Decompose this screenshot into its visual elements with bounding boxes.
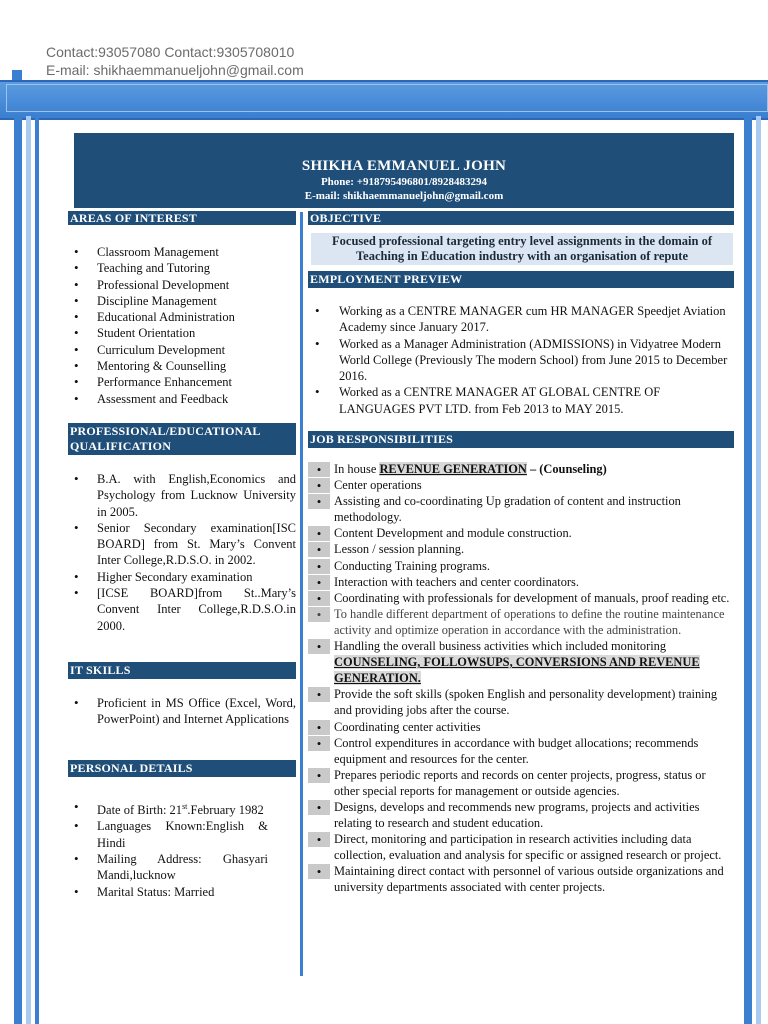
revenue-highlight: REVENUE GENERATION: [379, 462, 527, 476]
qualification-item: • B.A. with English,Economics and Psychology from Lucknow University in 2005.: [70, 471, 296, 520]
job-item: • Coordinating with professionals for development of manuals, proof reading etc.: [308, 590, 734, 606]
marital-item: • Marital Status: Married: [70, 884, 268, 900]
area-item: • Classroom Management: [70, 244, 298, 260]
dob-prefix: Date of Birth: 21: [97, 803, 183, 818]
area-item: • Performance Enhancement: [70, 374, 298, 390]
job-first-prefix: In house: [334, 462, 380, 476]
job-item: • Lesson / session planning.: [308, 541, 734, 557]
personal-details-list: [70, 799, 268, 900]
header-email-line: E-mail: shikhaemmanueljohn@gmail.com: [304, 190, 504, 202]
job-item: • Direct, monitoring and participation in research activities including data collection, evaluation and analysis for specific or assigned research or project.: [308, 831, 734, 863]
qualification-item: • [ICSE BOARD]from St..Mary’s Convent Inter College,R.D.S.O.in 2000.: [70, 585, 296, 634]
area-item: • Teaching and Tutoring: [70, 260, 298, 276]
area-item: • Discipline Management: [70, 293, 298, 309]
job-responsibilities-title: JOB RESPONSIBILITIES: [310, 432, 454, 446]
objective-heading: [308, 211, 734, 225]
frame-bar-left-1: [12, 70, 22, 80]
area-item: • Educational Administration: [70, 309, 298, 325]
employment-item: • Worked as a Manager Administration (ADMISSIONS) in Vidyatree Modern World College (Previously The modern School) from June 2015 to December 2016.: [311, 336, 733, 385]
employment-item: • Worked as a CENTRE MANAGER AT GLOBAL CENTRE OF LANGUAGES PVT LTD. from Feb 2013 to MAY 2015.: [311, 384, 733, 417]
employment-list: [311, 303, 733, 417]
job-mid-prefix: Handling the overall business activities which included monitoring: [334, 639, 667, 654]
monitoring-highlight: COUNSELING, FOLLOWSUPS, CONVERSIONS AND REVENUE GENERATION.: [334, 655, 700, 686]
it-skills-title: IT SKILLS: [70, 663, 131, 677]
candidate-name: SHIKHA EMMANUEL JOHN: [301, 158, 507, 174]
qualification-list: [70, 471, 296, 634]
it-skills-list: [70, 695, 296, 728]
column-divider: [300, 212, 303, 976]
qualification-title-1: PROFESSIONAL/EDUCATIONAL: [70, 424, 261, 438]
job-item: • Maintaining direct contact with personnel of various outside organizations and university departments associated with center projects.: [308, 863, 734, 895]
areas-list: [70, 244, 298, 407]
qualification-heading: [68, 423, 296, 455]
personal-details-heading: [68, 760, 296, 777]
contact-line: Contact:93057080 Contact:9305708010: [46, 44, 295, 60]
areas-of-interest-title: AREAS OF INTEREST: [70, 211, 197, 225]
employment-title: EMPLOYMENT PREVIEW: [310, 272, 463, 286]
area-item: • Mentoring & Counselling: [70, 358, 298, 374]
dob-sup: st: [182, 802, 188, 811]
employment-item: • Working as a CENTRE MANAGER cum HR MANAGER Speedjet Aviation Academy since January 2017.: [311, 303, 733, 336]
job-item: • Content Development and module construction.: [308, 525, 734, 541]
job-first-suffix: – (Counseling): [526, 462, 607, 476]
job-responsibilities-list: [308, 461, 734, 896]
employment-heading: [308, 271, 734, 288]
job-item-revenue: [308, 461, 734, 477]
it-skills-heading: [68, 662, 296, 679]
languages-item: • Languages Known:English & Hindi: [70, 818, 268, 851]
dob-suffix: .February 1982: [187, 803, 264, 818]
frame-bar-right-1: [744, 116, 752, 1024]
job-item: • Interaction with teachers and center coordinators.: [308, 574, 734, 590]
job-responsibilities-heading: [308, 431, 734, 448]
objective-text: Focused professional targeting entry level assignments in the domain of Teaching in Education industry with an organisation of repute: [311, 233, 733, 265]
area-item: • Student Orientation: [70, 325, 298, 341]
email-line: E-mail: shikhaemmanueljohn@gmail.com: [46, 62, 304, 78]
area-item: • Assessment and Feedback: [70, 391, 298, 407]
job-item: • Conducting Training programs.: [308, 558, 734, 574]
areas-of-interest-heading: [68, 211, 296, 225]
area-item: • Curriculum Development: [70, 342, 298, 358]
job-item: • Provide the soft skills (spoken English and personality development) training and providing jobs after the course.: [308, 686, 734, 718]
job-item-monitoring: [308, 638, 734, 686]
top-band-inner: [6, 84, 768, 112]
address-item: • Mailing Address: Ghasyari Mandi,lucknow: [70, 851, 268, 884]
it-skill-item: • Proficient in MS Office (Excel, Word, PowerPoint) and Internet Applications: [70, 695, 296, 728]
phone-line: Phone: +918795496801/8928483294: [320, 176, 488, 188]
frame-bar-left-1: [14, 116, 22, 1024]
frame-bar-right-2: [756, 116, 761, 1024]
qualification-title-2: QUALIFICATION: [70, 439, 172, 453]
job-item: • Prepares periodic reports and records on center projects, progress, status or other special reports for management or outside agencies.: [308, 767, 734, 799]
job-item: • Designs, develops and recommends new programs, projects and activities relating to research and student education.: [308, 799, 734, 831]
area-item: • Professional Development: [70, 277, 298, 293]
frame-bar-left-3: [35, 116, 39, 1024]
job-item: • Control expenditures in accordance with budget allocations; recommends equipment and resources for the center.: [308, 735, 734, 767]
dob-item: [70, 799, 268, 818]
qualification-item: • Higher Secondary examination: [70, 569, 296, 585]
job-item: • To handle different department of operations to define the routine maintenance activity and optimize operation in accordance with the administration.: [308, 606, 734, 638]
job-item: • Coordinating center activities: [308, 719, 734, 735]
qualification-item: • Senior Secondary examination[ISC BOARD] from St. Mary’s Convent Inter College,R.D.S.O. in 2002.: [70, 520, 296, 569]
resume-header: [74, 133, 734, 208]
frame-bar-left-2: [26, 116, 31, 1024]
job-item: • Assisting and co-coordinating Up gradation of content and instruction methodology.: [308, 493, 734, 525]
job-item: • Center operations: [308, 477, 734, 493]
personal-details-title: PERSONAL DETAILS: [70, 761, 193, 775]
objective-title: OBJECTIVE: [310, 211, 382, 225]
